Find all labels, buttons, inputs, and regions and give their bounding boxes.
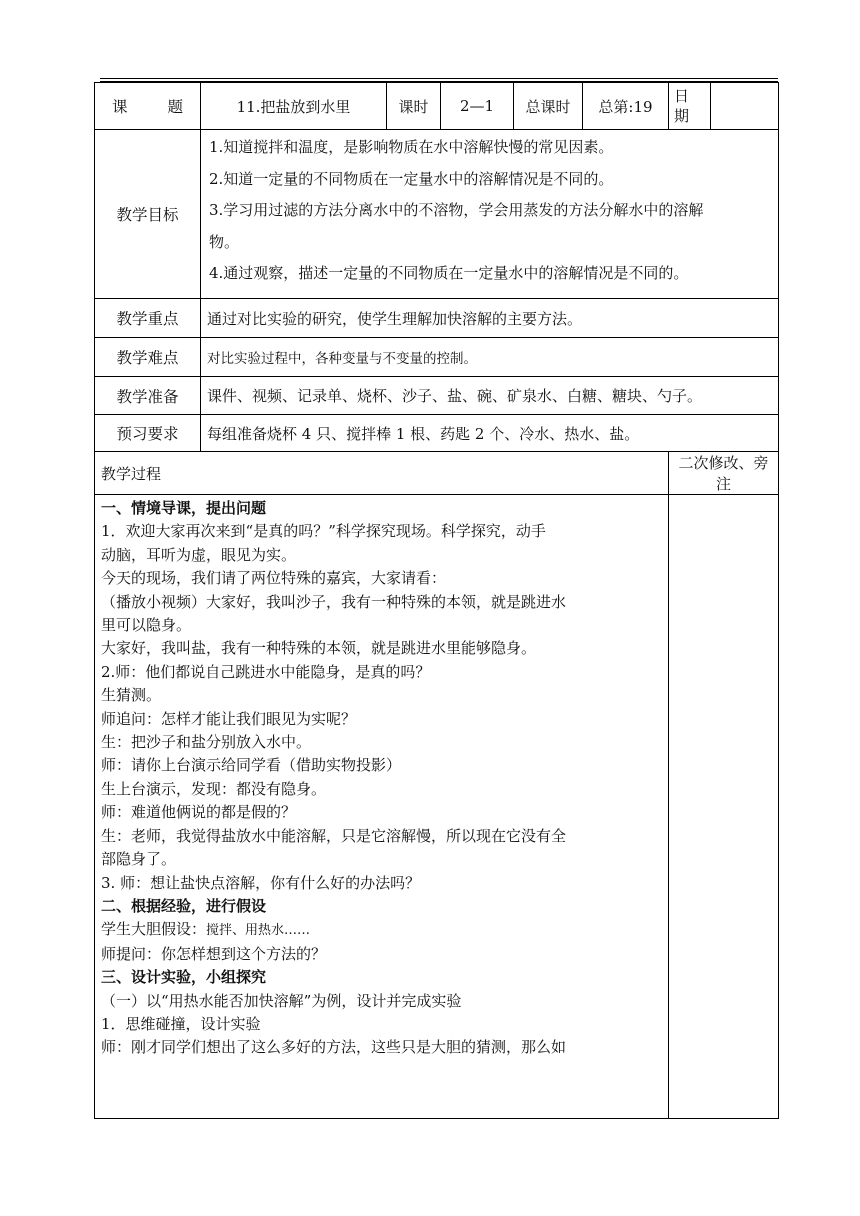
process-line: 1．思维碰撞，设计实验 — [101, 1014, 261, 1033]
lesson-plan-table — [94, 82, 779, 1119]
process-line: 3. 师：想让盐快点溶解，你有什么好的办法吗？ — [101, 873, 421, 892]
preview-text: 每组准备烧杯 4 只、搅拌棒 1 根、药匙 2 个、冷水、热水、盐。 — [201, 415, 779, 452]
preview-label: 预习要求 — [95, 415, 201, 452]
total-period-label: 总课时 — [514, 83, 583, 130]
notes-column — [669, 495, 779, 1119]
objective-item: 3.学习用过滤的方法分离水中的不溶物，学会用蒸发的方法分解水中的溶解 — [209, 201, 704, 219]
preparation-row — [95, 377, 779, 415]
process-line: 动脑，耳听为虚，眼见为实。 — [101, 545, 297, 564]
process-line: 部隐身了。 — [101, 850, 177, 869]
process-line: 师：刚才同学们想出了这么多好的方法，这些只是大胆的猜测，那么如 — [101, 1038, 567, 1057]
section-heading: 一、情境导课，提出问题 — [101, 499, 267, 517]
process-line: （一）以“用热水能否加快溶解”为例，设计并完成实验 — [101, 991, 462, 1010]
preview-row — [95, 415, 779, 452]
key-point-row — [95, 299, 779, 338]
notes-label: 二次修改、旁注 — [669, 452, 779, 495]
process-body-row — [95, 495, 779, 1119]
key-point-text: 通过对比实验的研究，使学生理解加快溶解的主要方法。 — [201, 299, 779, 338]
section-heading: 三、设计实验，小组探究 — [101, 968, 267, 987]
process-line: 里可以隐身。 — [101, 616, 192, 635]
process-line: （播放小视频）大家好，我叫沙子，我有一种特殊的本领，就是跳进水 — [101, 592, 567, 611]
total-period-value: 总第:19 — [583, 83, 669, 130]
preparation-text: 课件、视频、记录单、烧杯、沙子、盐、碗、矿泉水、白糖、糖块、勺子。 — [201, 377, 779, 415]
objective-item: 1.知道搅拌和温度，是影响物质在水中溶解快慢的常见因素。 — [209, 138, 614, 156]
objective-item: 4.通过观察，描述一定量的不同物质在一定量水中的溶解情况是不同的。 — [209, 264, 689, 282]
period-label: 课时 — [387, 83, 441, 130]
process-line: 师追问：怎样才能让我们眼见为实呢？ — [101, 709, 357, 728]
process-line: 1．欢迎大家再次来到“是真的吗？”科学探究现场。科学探究，动手 — [101, 522, 546, 541]
header-row — [95, 83, 779, 130]
preparation-label: 教学准备 — [95, 377, 201, 415]
process-line: 生：把沙子和盐分别放入水中。 — [101, 733, 312, 752]
topic-label: 课 题 — [95, 83, 201, 130]
process-line: 生猜测。 — [101, 686, 162, 705]
difficulty-row — [95, 338, 779, 377]
process-content — [95, 495, 669, 1119]
process-line: 2.师：他们都说自己跳进水中能隐身，是真的吗？ — [101, 662, 431, 681]
objectives-row — [95, 130, 779, 299]
process-line: 生：老师，我觉得盐放水中能溶解，只是它溶解慢，所以现在它没有全 — [101, 826, 567, 845]
process-label: 教学过程 — [95, 452, 669, 495]
process-line: 师：请你上台演示给同学看（借助实物投影） — [101, 756, 402, 775]
header-rule-top — [100, 78, 778, 79]
process-line: 师提问：你怎样想到这个方法的？ — [101, 944, 327, 963]
process-line: 师：难道他俩说的都是假的？ — [101, 803, 297, 822]
period-value: 2—1 — [441, 83, 514, 130]
objective-item: 2.知道一定量的不同物质在一定量水中的溶解情况是不同的。 — [209, 169, 614, 188]
difficulty-text: 对比实验过程中，各种变量与不变量的控制。 — [201, 338, 779, 377]
objectives-label: 教学目标 — [95, 130, 201, 299]
objective-item: 物。 — [209, 232, 240, 251]
difficulty-label: 教学难点 — [95, 338, 201, 377]
process-line: 大家好，我叫盐，我有一种特殊的本领，就是跳进水里能够隐身。 — [101, 639, 537, 658]
process-line: 学生大胆假设：搅拌、用热水…… — [101, 920, 311, 939]
process-line: 生上台演示，发现：都没有隐身。 — [101, 779, 327, 798]
process-header-row — [95, 452, 779, 495]
objectives-content — [201, 130, 779, 299]
key-point-label: 教学重点 — [95, 299, 201, 338]
section-heading: 二、根据经验，进行假设 — [101, 896, 267, 915]
date-value — [711, 83, 779, 130]
process-line: 今天的现场，我们请了两位特殊的嘉宾，大家请看： — [101, 569, 447, 588]
date-label: 日 期 — [669, 83, 711, 130]
lesson-title: 11.把盐放到水里 — [201, 83, 387, 130]
